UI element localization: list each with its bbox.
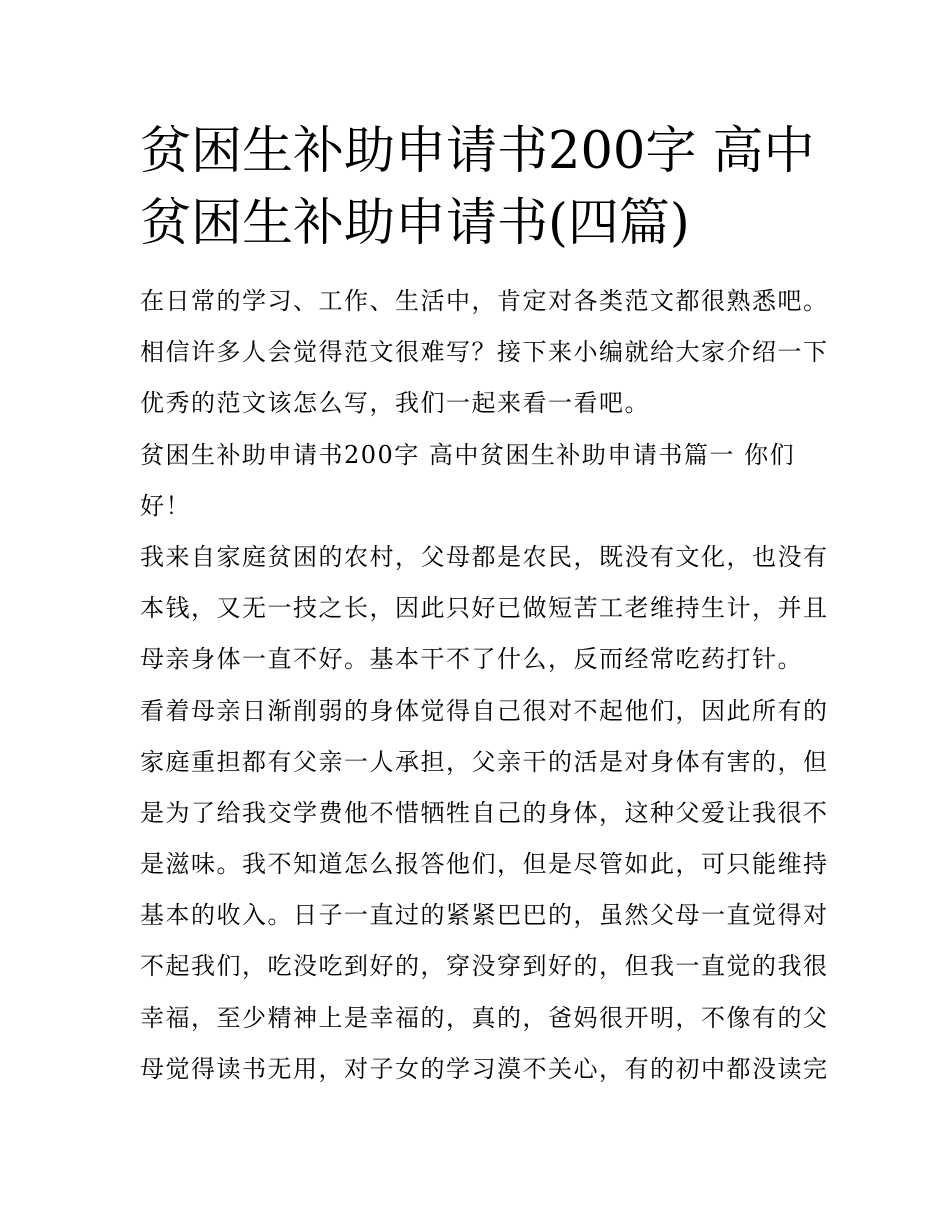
- title-line-2: 贫困生补助申请书(四篇): [140, 194, 690, 253]
- body-line: 不起我们，吃没吃到好的，穿没穿到好的，但我一直觉的我很: [140, 952, 829, 981]
- title-line-1: 贫困生补助申请书200字 高中: [140, 122, 815, 181]
- body-line: 是滋味。我不知道怎么报答他们，但是尽管如此，可只能维持: [140, 850, 829, 879]
- body-line: 基本的收入。日子一直过的紧紧巴巴的，虽然父母一直觉得对: [140, 901, 829, 930]
- body-line: 家庭重担都有父亲一人承担，父亲干的活是对身体有害的，但: [140, 747, 829, 776]
- body-line: 是为了给我交学费他不惜牺牲自己的身体，这种父爱让我很不: [140, 798, 829, 827]
- document-title: [140, 116, 820, 260]
- body-line: 本钱，又无一技之长，因此只好已做短苦工老维持生计，并且: [140, 594, 829, 623]
- body-line: 相信许多人会觉得范文很难写？接下来小编就给大家介绍一下: [140, 338, 829, 367]
- body-line: 母亲身体一直不好。基本干不了什么，反而经常吃药打针。: [140, 645, 803, 674]
- body-line: 我来自家庭贫困的农村，父母都是农民，既没有文化，也没有: [140, 542, 829, 571]
- body-line: 母觉得读书无用，对子女的学习漠不关心，有的初中都没读完: [140, 1054, 829, 1083]
- body-line: 好！: [140, 491, 191, 520]
- body-line: 优秀的范文该怎么写，我们一起来看一看吧。: [140, 389, 650, 418]
- body-line: 幸福，至少精神上是幸福的，真的，爸妈很开明，不像有的父: [140, 1003, 829, 1032]
- body-line: 贫困生补助申请书200字 高中贫困生补助申请书篇一 你们: [140, 440, 796, 469]
- body-line: 在日常的学习、工作、生活中，肯定对各类范文都很熟悉吧。: [140, 287, 829, 315]
- document-body: [140, 276, 829, 1095]
- body-line: 看着母亲日渐削弱的身体觉得自己很对不起他们，因此所有的: [140, 696, 829, 725]
